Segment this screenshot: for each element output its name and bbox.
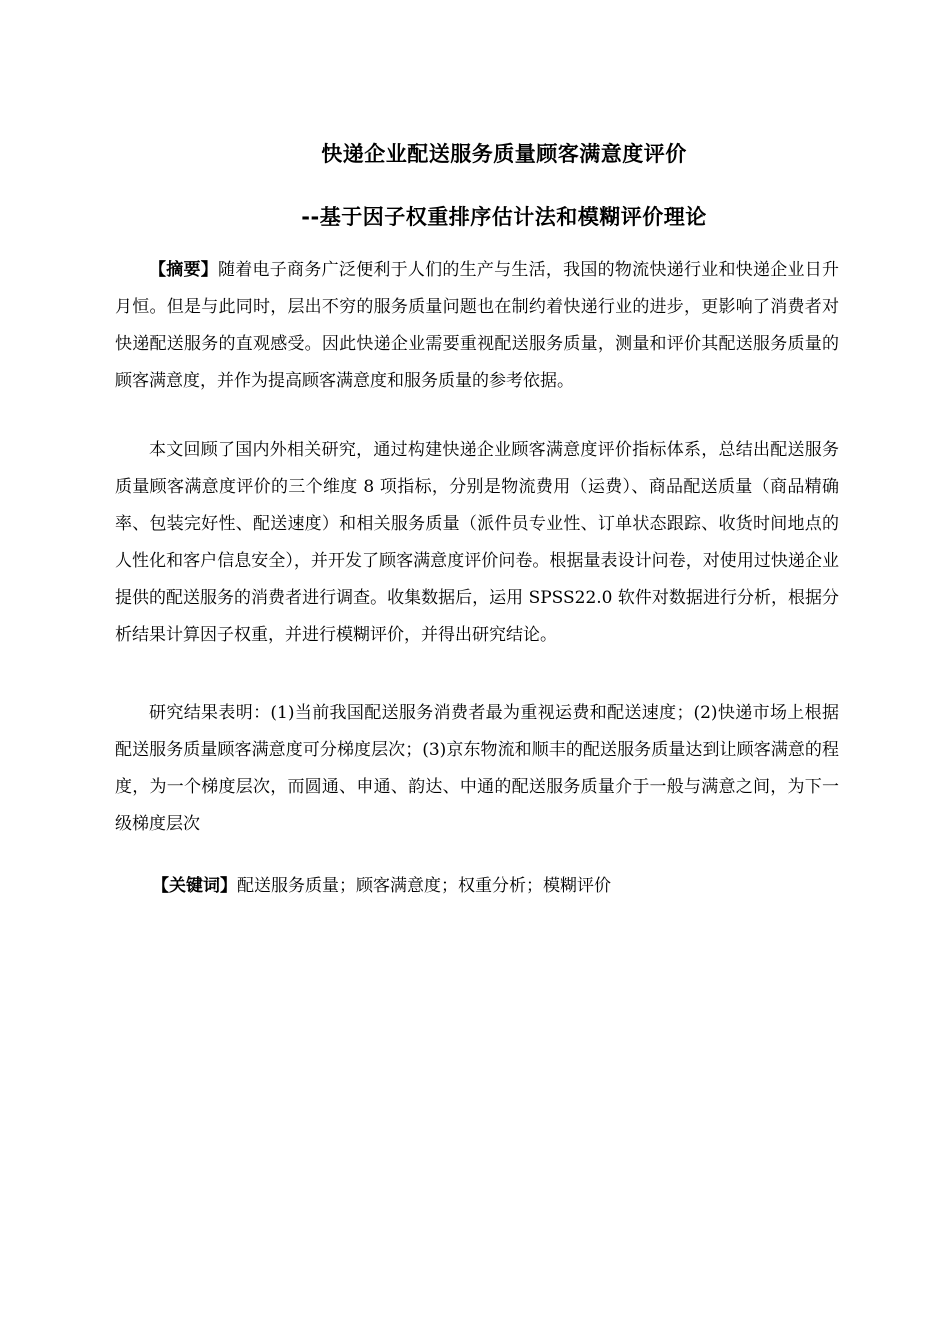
abstract-label: 【摘要】 (149, 260, 219, 280)
keywords-label: 【关键词】 (152, 876, 237, 896)
body-paragraph-results (115, 695, 839, 843)
abstract-section (115, 252, 839, 400)
abstract-text: 随着电子商务广泛便利于人们的生产与生活，我国的物流快递行业和快递企业日升月恒。但是与此同时，层出不穷的服务质量问题也在制约着快递行业的进步，更影响了消费者对快递配送服务的直观感受。因此快递企业需要重视配送服务质量，测量和评价其配送服务质量的顾客满意度，并作为提高顾客满意度和服务质量的参考依据。 (115, 260, 840, 391)
paragraph-text: 本文回顾了国内外相关研究，通过构建快递企业顾客满意度评价指标体系，总结出配送服务质量顾客满意度评价的三个维度 8 项指标，分别是物流费用（运费）、商品配送质量（商品精确率、包装完好性、配送速度）和相关服务质量（派件员专业性、订单状态跟踪、收货时间地点的人性化和客户信息安全），并开发了顾客满意度评价问卷。根据量表设计问卷，对使用过快递企业提供的配送服务的消费者进行调查。收集数据后，运用 SPSS22.0 软件对数据进行分析，根据分析结果计算因子权重，并进行模糊评价，并得出研究结论。 (115, 440, 839, 645)
keywords-line (152, 868, 611, 905)
document-subtitle: --基于因子权重排序估计法和模糊评价理论 (301, 205, 707, 229)
keywords-text: 配送服务质量；顾客满意度；权重分析；模糊评价 (237, 876, 611, 896)
body-paragraph-methods (115, 432, 839, 654)
paragraph-text: 研究结果表明：(1)当前我国配送服务消费者最为重视运费和配送速度；(2)快递市场上根据配送服务质量顾客满意度可分梯度层次；(3)京东物流和顺丰的配送服务质量达到让顾客满意的程度，为一个梯度层次，而圆通、申通、韵达、中通的配送服务质量介于一般与满意之间，为下一级梯度层次 (115, 703, 839, 834)
document-title: 快递企业配送服务质量顾客满意度评价 (321, 142, 687, 166)
abstract-paragraph (115, 252, 839, 400)
